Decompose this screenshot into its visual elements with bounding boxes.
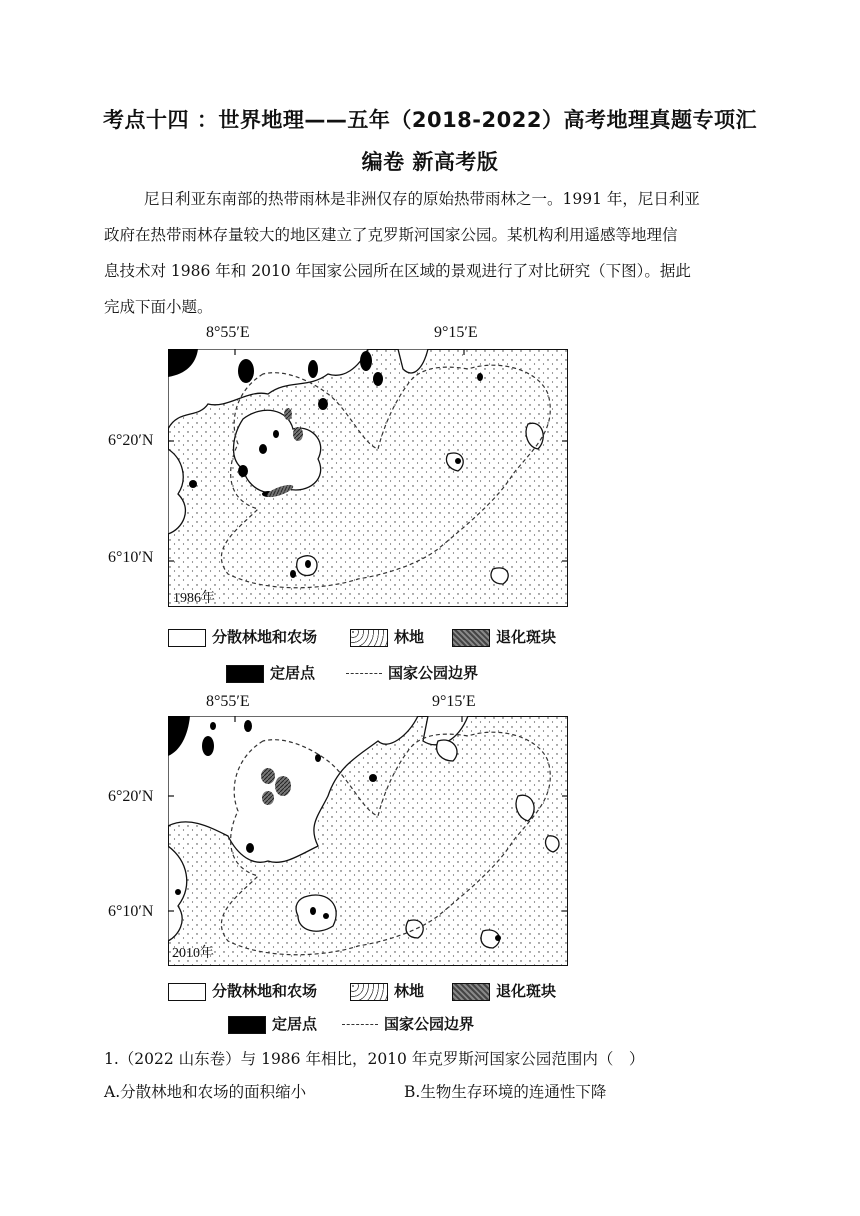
map-2010 <box>168 716 568 966</box>
lon-label-915: 9°15′E <box>434 324 478 341</box>
lon-label-855: 8°55′E <box>206 324 250 341</box>
legend-scattered: 分散林地和农场 <box>168 626 317 647</box>
passage-line-1: 尼日利亚东南部的热带雨林是非洲仅存的原始热带雨林之一。1991 年，尼日利亚 <box>144 190 700 208</box>
legend-forest: 林地 <box>350 626 424 647</box>
legend-scattered-2: 分散林地和农场 <box>168 980 317 1001</box>
legend-settlement: 定居点 <box>226 662 315 683</box>
legend-boundary: 国家公园边界 <box>346 662 478 683</box>
passage-line-3: 息技术对 1986 年和 2010 年国家公园所在区域的景观进行了对比研究（下图）。据此 <box>104 262 691 280</box>
option-a: A.分散林地和农场的面积缩小 <box>104 1083 307 1101</box>
map-1986 <box>168 349 568 607</box>
passage-line-4: 完成下面小题。 <box>104 298 213 316</box>
legend-degraded: 退化斑块 <box>452 626 556 647</box>
lon-label-915-2010: 9°15′E <box>432 693 476 710</box>
page-title: 考点十四 ：世界地理——五年（2018-2022）高考地理真题专项汇 <box>103 108 757 132</box>
lat-label-620-2010: 6°20′N <box>108 788 154 805</box>
lat-label-620: 6°20′N <box>108 432 154 449</box>
lat-label-610-2010: 6°10′N <box>108 903 154 920</box>
lat-label-610: 6°10′N <box>108 549 154 566</box>
legend-boundary-2: 国家公园边界 <box>342 1013 474 1034</box>
passage <box>104 181 754 325</box>
legend-forest-2: 林地 <box>350 980 424 1001</box>
passage-line-2: 政府在热带雨林存量较大的地区建立了克罗斯河国家公园。某机构利用遥感等地理信 <box>104 226 678 244</box>
question-stem: 1.（2022 山东卷）与 1986 年相比，2010 年克罗斯河国家公园范围内（ ） <box>104 1050 645 1068</box>
map-year-1986: 1986年 <box>173 591 215 606</box>
map-year-2010: 2010年 <box>172 946 214 961</box>
option-b: B.生物生存环境的连通性下降 <box>404 1083 607 1101</box>
legend-settlement-2: 定居点 <box>228 1013 317 1034</box>
lon-label-855-2010: 8°55′E <box>206 693 250 710</box>
legend-degraded-2: 退化斑块 <box>452 980 556 1001</box>
page-title-line2: 编卷 新高考版 <box>361 150 499 174</box>
